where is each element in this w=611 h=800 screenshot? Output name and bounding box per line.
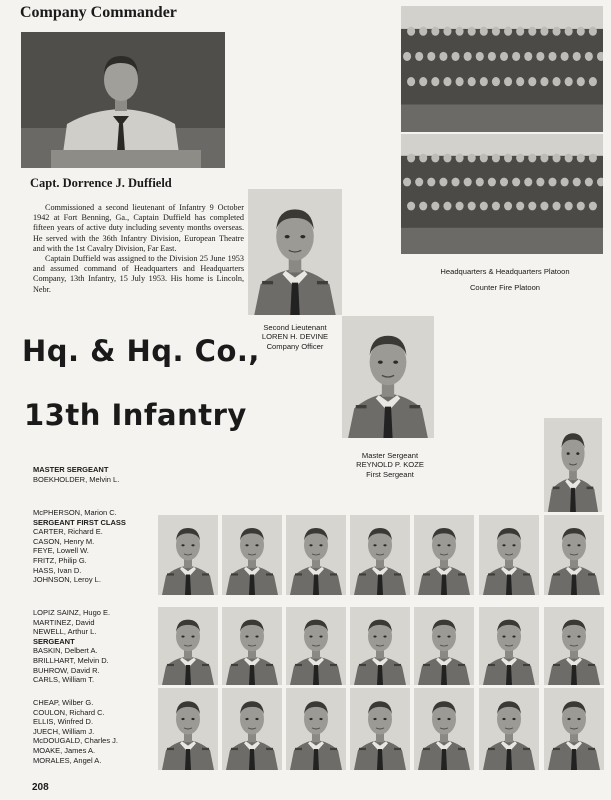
portrait-photo xyxy=(350,607,410,685)
unit-title-line-1: Hq. & Hq. Co., xyxy=(22,334,260,368)
officer-caption xyxy=(245,323,345,351)
portrait-photo xyxy=(286,515,346,595)
portrait-boekholder xyxy=(544,418,602,512)
portrait-photo xyxy=(158,688,218,770)
section-title: Company Commander xyxy=(20,4,177,21)
officer-name: LOREN H. DEVINE xyxy=(261,332,329,342)
roster-name: COULON, Richard C. xyxy=(33,707,105,717)
commander-bio xyxy=(33,203,244,295)
commander-photo xyxy=(21,32,225,168)
portrait-photo xyxy=(350,688,410,770)
commander-bio-paragraph-1: Commissioned a second lieutenant of Infantry 9 October 1942 at Fort Benning, Ga., Captain Duffield has completed fifteen years of active duty including seventy months overseas. He served with the 36th Infantry Division, European Theatre and with the 1st Cavalry Division, Far East. xyxy=(33,203,244,253)
roster-name: JOHNSON, Leroy L. xyxy=(33,575,101,585)
roster-name: ELLIS, Winfred D. xyxy=(33,717,94,727)
portrait-photo xyxy=(544,515,604,595)
portrait-photo xyxy=(222,688,282,770)
hq-platoon-photo xyxy=(401,6,603,132)
officer-title: Company Officer xyxy=(266,341,324,351)
portrait-photo xyxy=(479,515,539,595)
roster-name: CHEAP, Wilber G. xyxy=(33,698,94,707)
roster-name: McDOUGALD, Charles J. xyxy=(33,736,119,746)
portrait-photo xyxy=(414,688,474,770)
roster-block-2 xyxy=(33,508,126,585)
sfc-label: SERGEANT FIRST CLASS xyxy=(33,517,126,527)
roster-block-4 xyxy=(33,698,118,765)
first-sergeant-title: First Sergeant xyxy=(366,469,414,479)
first-sergeant-photo xyxy=(342,316,434,438)
portrait-photo xyxy=(222,607,282,685)
portrait-photo xyxy=(414,607,474,685)
portrait-photo xyxy=(286,688,346,770)
portrait-photo xyxy=(286,607,346,685)
roster-block-3 xyxy=(33,608,110,685)
roster-block-1 xyxy=(33,465,119,484)
page-number: 208 xyxy=(32,782,49,793)
roster-name: BOEKHOLDER, Melvin L. xyxy=(33,474,120,484)
first-sergeant-caption xyxy=(340,451,440,479)
portrait-photo xyxy=(544,688,604,770)
sergeant-label: SERGEANT xyxy=(33,636,75,646)
roster-name: McPHERSON, Marion C. xyxy=(33,508,117,517)
commander-bio-paragraph-2: Captain Duffield was assigned to the Division 25 June 1953 and assumed command of Headquarters and Headquarters Company, 13th Infantry, 15 July 1953. His home is Lincoln, Nebr. xyxy=(33,254,244,294)
roster-name: BRILLHART, Melvin D. xyxy=(33,655,109,665)
unit-title-line-2: 13th Infantry xyxy=(24,398,247,432)
roster-name: FEYE, Lowell W. xyxy=(33,546,89,556)
commander-name: Capt. Dorrence J. Duffield xyxy=(30,176,172,190)
roster-name: BUHROW, David R. xyxy=(33,665,100,675)
master-sergeant-label: MASTER SERGEANT xyxy=(33,465,109,474)
officer-rank: Second Lieutenant xyxy=(263,323,327,332)
roster-name: FRITZ, Philip G. xyxy=(33,555,87,565)
portrait-photo xyxy=(479,688,539,770)
roster-name: BASKIN, Delbert A. xyxy=(33,646,98,656)
portrait-photo xyxy=(479,607,539,685)
first-sergeant-name: REYNOLD P. KOZE xyxy=(356,460,424,470)
portrait-photo xyxy=(158,515,218,595)
first-sergeant-rank: Master Sergeant xyxy=(361,451,419,460)
counter-fire-platoon-photo xyxy=(401,134,603,254)
roster-name: NEWELL, Arthur L. xyxy=(33,627,97,637)
portrait-photo xyxy=(158,607,218,685)
group-photo-caption-2: Counter Fire Platoon xyxy=(469,283,541,292)
roster-name: JUECH, William J. xyxy=(33,726,95,736)
portrait-photo xyxy=(544,607,604,685)
roster-name: LOPIZ SAINZ, Hugo E. xyxy=(33,608,111,617)
portrait-photo xyxy=(222,515,282,595)
roster-name: MOAKE, James A. xyxy=(33,745,96,755)
roster-name: MORALES, Angel A. xyxy=(33,755,102,765)
roster-name: CASON, Henry M. xyxy=(33,536,95,546)
portrait-photo xyxy=(350,515,410,595)
roster-name: CARTER, Richard E. xyxy=(33,527,103,537)
group-photo-caption-1: Headquarters & Headquarters Platoon xyxy=(440,267,570,276)
roster-name: CARLS, William T. xyxy=(33,675,95,685)
portrait-photo xyxy=(414,515,474,595)
roster-name: MARTINEZ, David xyxy=(33,617,95,627)
roster-name: HASS, Ivan D. xyxy=(33,565,82,575)
officer-photo xyxy=(248,189,342,315)
